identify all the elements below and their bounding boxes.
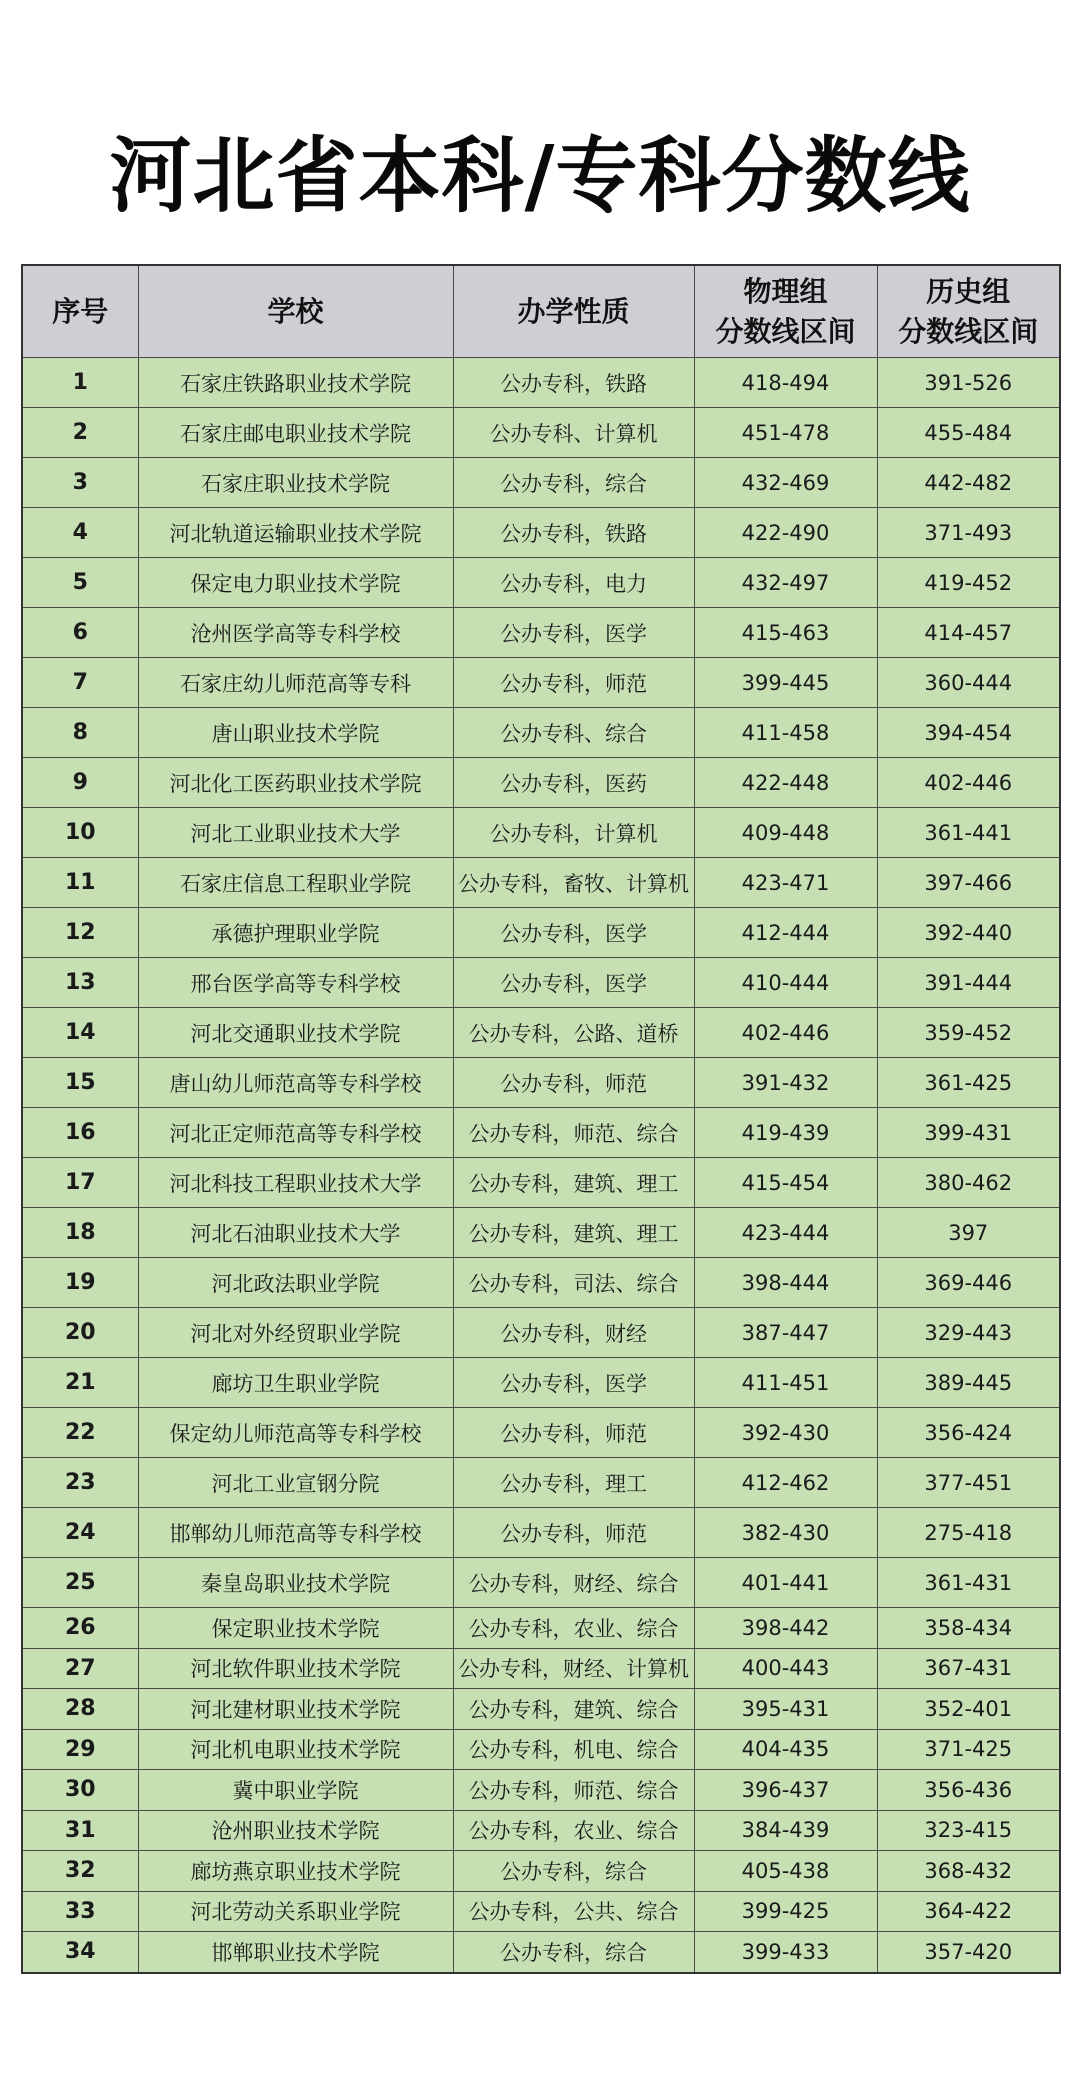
cell-index: 10 [22,808,138,858]
cell-index: 18 [22,1208,138,1258]
cell-nature: 公办专科，建筑、综合 [453,1689,694,1730]
table-row [22,1308,1060,1358]
table-row [22,1258,1060,1308]
header-history [877,265,1060,358]
cell-physics-range: 396-437 [694,1770,877,1811]
cell-physics-range: 422-448 [694,758,877,808]
cell-index: 11 [22,858,138,908]
cell-nature: 公办专科，畜牧、计算机 [453,858,694,908]
cell-history-range: 360-444 [877,658,1060,708]
cell-school: 河北工业宣钢分院 [138,1458,453,1508]
cell-index: 16 [22,1108,138,1158]
cell-history-range: 389-445 [877,1358,1060,1408]
cell-physics-range: 404-435 [694,1729,877,1770]
cell-history-range: 357-420 [877,1932,1060,1973]
header-physics-line2: 分数线区间 [715,314,856,348]
cell-history-range: 364-422 [877,1891,1060,1932]
table-row [22,608,1060,658]
cell-history-range: 359-452 [877,1008,1060,1058]
cell-nature: 公办专科，机电、综合 [453,1729,694,1770]
cell-school: 保定幼儿师范高等专科学校 [138,1408,453,1458]
cell-physics-range: 411-458 [694,708,877,758]
cell-history-range: 352-401 [877,1689,1060,1730]
cell-nature: 公办专科，农业、综合 [453,1608,694,1649]
cell-physics-range: 432-469 [694,458,877,508]
cell-school: 河北科技工程职业技术大学 [138,1158,453,1208]
cell-school: 唐山幼儿师范高等专科学校 [138,1058,453,1108]
cell-index: 32 [22,1851,138,1892]
table-row [22,1648,1060,1689]
cell-physics-range: 402-446 [694,1008,877,1058]
cell-history-range: 371-425 [877,1729,1060,1770]
cell-index: 13 [22,958,138,1008]
cell-school: 河北对外经贸职业学院 [138,1308,453,1358]
cell-physics-range: 411-451 [694,1358,877,1408]
cell-school: 廊坊燕京职业技术学院 [138,1851,453,1892]
cell-school: 河北机电职业技术学院 [138,1729,453,1770]
cell-school: 石家庄幼儿师范高等专科 [138,658,453,708]
table-row [22,408,1060,458]
header-history-line2: 分数线区间 [898,314,1039,348]
table-row [22,1008,1060,1058]
cell-nature: 公办专科，铁路 [453,358,694,408]
cell-index: 3 [22,458,138,508]
cell-school: 石家庄邮电职业技术学院 [138,408,453,458]
cell-index: 4 [22,508,138,558]
cell-index: 1 [22,358,138,408]
cell-history-range: 392-440 [877,908,1060,958]
cell-school: 河北化工医药职业技术学院 [138,758,453,808]
cell-physics-range: 412-462 [694,1458,877,1508]
cell-physics-range: 398-442 [694,1608,877,1649]
cell-school: 河北轨道运输职业技术学院 [138,508,453,558]
cell-nature: 公办专科，师范、综合 [453,1770,694,1811]
cell-index: 28 [22,1689,138,1730]
cell-index: 21 [22,1358,138,1408]
cell-history-range: 419-452 [877,558,1060,608]
table-row [22,1508,1060,1558]
table-row [22,1408,1060,1458]
cell-school: 承德护理职业学院 [138,908,453,958]
table-row [22,458,1060,508]
table-row [22,1891,1060,1932]
table-row [22,1158,1060,1208]
cell-nature: 公办专科，理工 [453,1458,694,1508]
cell-history-range: 368-432 [877,1851,1060,1892]
cell-index: 29 [22,1729,138,1770]
cell-school: 冀中职业学院 [138,1770,453,1811]
cell-physics-range: 392-430 [694,1408,877,1458]
cell-physics-range: 451-478 [694,408,877,458]
cell-history-range: 356-436 [877,1770,1060,1811]
cell-physics-range: 399-445 [694,658,877,708]
cell-index: 7 [22,658,138,708]
table-row [22,708,1060,758]
cell-history-range: 361-431 [877,1558,1060,1608]
header-nature: 办学性质 [453,265,694,358]
cell-school: 廊坊卫生职业学院 [138,1358,453,1408]
cell-history-range: 391-526 [877,358,1060,408]
table-row [22,1810,1060,1851]
cell-physics-range: 419-439 [694,1108,877,1158]
table-row [22,1689,1060,1730]
table-row [22,758,1060,808]
cell-index: 22 [22,1408,138,1458]
cell-nature: 公办专科，电力 [453,558,694,608]
cell-index: 14 [22,1008,138,1058]
cell-school: 沧州职业技术学院 [138,1810,453,1851]
cell-index: 25 [22,1558,138,1608]
table-body [22,358,1060,1973]
cell-history-range: 442-482 [877,458,1060,508]
cell-school: 河北政法职业学院 [138,1258,453,1308]
page-title: 河北省本科/专科分数线 [109,129,971,224]
cell-physics-range: 391-432 [694,1058,877,1108]
cell-physics-range: 418-494 [694,358,877,408]
cell-nature: 公办专科，司法、综合 [453,1258,694,1308]
table-row [22,1729,1060,1770]
cell-nature: 公办专科，铁路 [453,508,694,558]
cell-index: 15 [22,1058,138,1108]
cell-physics-range: 405-438 [694,1851,877,1892]
table-row [22,508,1060,558]
cell-school: 河北交通职业技术学院 [138,1008,453,1058]
cell-history-range: 399-431 [877,1108,1060,1158]
cell-index: 30 [22,1770,138,1811]
cell-index: 34 [22,1932,138,1973]
cell-nature: 公办专科，建筑、理工 [453,1158,694,1208]
cell-physics-range: 395-431 [694,1689,877,1730]
cell-physics-range: 387-447 [694,1308,877,1358]
cell-history-range: 371-493 [877,508,1060,558]
cell-history-range: 356-424 [877,1408,1060,1458]
header-history-line1: 历史组 [926,274,1011,308]
cell-physics-range: 399-433 [694,1932,877,1973]
cell-history-range: 397 [877,1208,1060,1258]
cell-nature: 公办专科，财经、计算机 [453,1648,694,1689]
cell-nature: 公办专科，农业、综合 [453,1810,694,1851]
cell-school: 石家庄信息工程职业学院 [138,858,453,908]
cell-index: 31 [22,1810,138,1851]
table-row [22,1558,1060,1608]
table-row [22,1358,1060,1408]
table-row [22,1608,1060,1649]
cell-physics-range: 384-439 [694,1810,877,1851]
cell-school: 河北工业职业技术大学 [138,808,453,858]
cell-physics-range: 382-430 [694,1508,877,1558]
cell-physics-range: 415-454 [694,1158,877,1208]
cell-school: 保定职业技术学院 [138,1608,453,1649]
cell-school: 河北建材职业技术学院 [138,1689,453,1730]
header-physics-line1: 物理组 [743,274,828,308]
cell-index: 33 [22,1891,138,1932]
table-row [22,1851,1060,1892]
cell-nature: 公办专科，建筑、理工 [453,1208,694,1258]
table-row [22,558,1060,608]
cell-history-range: 397-466 [877,858,1060,908]
cell-history-range: 361-441 [877,808,1060,858]
cell-index: 17 [22,1158,138,1208]
cell-nature: 公办专科，财经、综合 [453,1558,694,1608]
cell-nature: 公办专科，计算机 [453,808,694,858]
cell-nature: 公办专科，财经 [453,1308,694,1358]
cell-history-range: 394-454 [877,708,1060,758]
cell-history-range: 358-434 [877,1608,1060,1649]
header-row [22,265,1060,358]
cell-nature: 公办专科，医学 [453,958,694,1008]
cell-nature: 公办专科，医学 [453,1358,694,1408]
table-row [22,958,1060,1008]
cell-nature: 公办专科，公共、综合 [453,1891,694,1932]
cell-history-range: 391-444 [877,958,1060,1008]
cell-physics-range: 409-448 [694,808,877,858]
cell-nature: 公办专科，医学 [453,608,694,658]
cell-nature: 公办专科，师范、综合 [453,1108,694,1158]
header-school: 学校 [138,265,453,358]
cell-index: 9 [22,758,138,808]
cell-school: 秦皇岛职业技术学院 [138,1558,453,1608]
cell-school: 河北正定师范高等专科学校 [138,1108,453,1158]
cell-index: 5 [22,558,138,608]
cell-index: 26 [22,1608,138,1649]
cell-nature: 公办专科，师范 [453,1408,694,1458]
cell-history-range: 414-457 [877,608,1060,658]
cell-nature: 公办专科，师范 [453,658,694,708]
cell-physics-range: 432-497 [694,558,877,608]
cell-school: 邯郸幼儿师范高等专科学校 [138,1508,453,1558]
cell-physics-range: 415-463 [694,608,877,658]
table-row [22,358,1060,408]
cell-nature: 公办专科，综合 [453,1851,694,1892]
table-row [22,1208,1060,1258]
cell-index: 23 [22,1458,138,1508]
cell-history-range: 323-415 [877,1810,1060,1851]
cell-school: 河北劳动关系职业学院 [138,1891,453,1932]
table-row [22,658,1060,708]
cell-school: 河北石油职业技术大学 [138,1208,453,1258]
table-row [22,1770,1060,1811]
cell-index: 19 [22,1258,138,1308]
cell-nature: 公办专科，综合 [453,458,694,508]
cell-history-range: 275-418 [877,1508,1060,1558]
cell-nature: 公办专科、综合 [453,708,694,758]
table-header [22,265,1060,358]
cell-physics-range: 410-444 [694,958,877,1008]
table-row [22,908,1060,958]
cell-index: 2 [22,408,138,458]
cell-nature: 公办专科，医学 [453,908,694,958]
cell-nature: 公办专科、计算机 [453,408,694,458]
cell-history-range: 361-425 [877,1058,1060,1108]
cell-index: 6 [22,608,138,658]
cell-index: 8 [22,708,138,758]
score-table [21,264,1061,1974]
cell-school: 石家庄职业技术学院 [138,458,453,508]
table-row [22,808,1060,858]
cell-school: 邢台医学高等专科学校 [138,958,453,1008]
cell-nature: 公办专科，师范 [453,1058,694,1108]
cell-physics-range: 422-490 [694,508,877,558]
cell-physics-range: 423-444 [694,1208,877,1258]
cell-school: 保定电力职业技术学院 [138,558,453,608]
cell-physics-range: 423-471 [694,858,877,908]
cell-history-range: 402-446 [877,758,1060,808]
cell-physics-range: 399-425 [694,1891,877,1932]
cell-index: 27 [22,1648,138,1689]
cell-history-range: 380-462 [877,1158,1060,1208]
cell-history-range: 369-446 [877,1258,1060,1308]
table-row [22,1932,1060,1973]
cell-school: 河北软件职业技术学院 [138,1648,453,1689]
cell-history-range: 455-484 [877,408,1060,458]
header-index: 序号 [22,265,138,358]
cell-history-range: 329-443 [877,1308,1060,1358]
table-row [22,1458,1060,1508]
cell-physics-range: 412-444 [694,908,877,958]
cell-school: 邯郸职业技术学院 [138,1932,453,1973]
cell-index: 12 [22,908,138,958]
cell-physics-range: 398-444 [694,1258,877,1308]
cell-index: 20 [22,1308,138,1358]
cell-history-range: 367-431 [877,1648,1060,1689]
table-row [22,1108,1060,1158]
cell-index: 24 [22,1508,138,1558]
header-physics [694,265,877,358]
cell-school: 沧州医学高等专科学校 [138,608,453,658]
cell-school: 石家庄铁路职业技术学院 [138,358,453,408]
cell-history-range: 377-451 [877,1458,1060,1508]
cell-nature: 公办专科，医药 [453,758,694,808]
table-row [22,858,1060,908]
cell-nature: 公办专科，公路、道桥 [453,1008,694,1058]
cell-physics-range: 401-441 [694,1558,877,1608]
cell-physics-range: 400-443 [694,1648,877,1689]
cell-nature: 公办专科，师范 [453,1508,694,1558]
cell-nature: 公办专科，综合 [453,1932,694,1973]
cell-school: 唐山职业技术学院 [138,708,453,758]
table-row [22,1058,1060,1108]
